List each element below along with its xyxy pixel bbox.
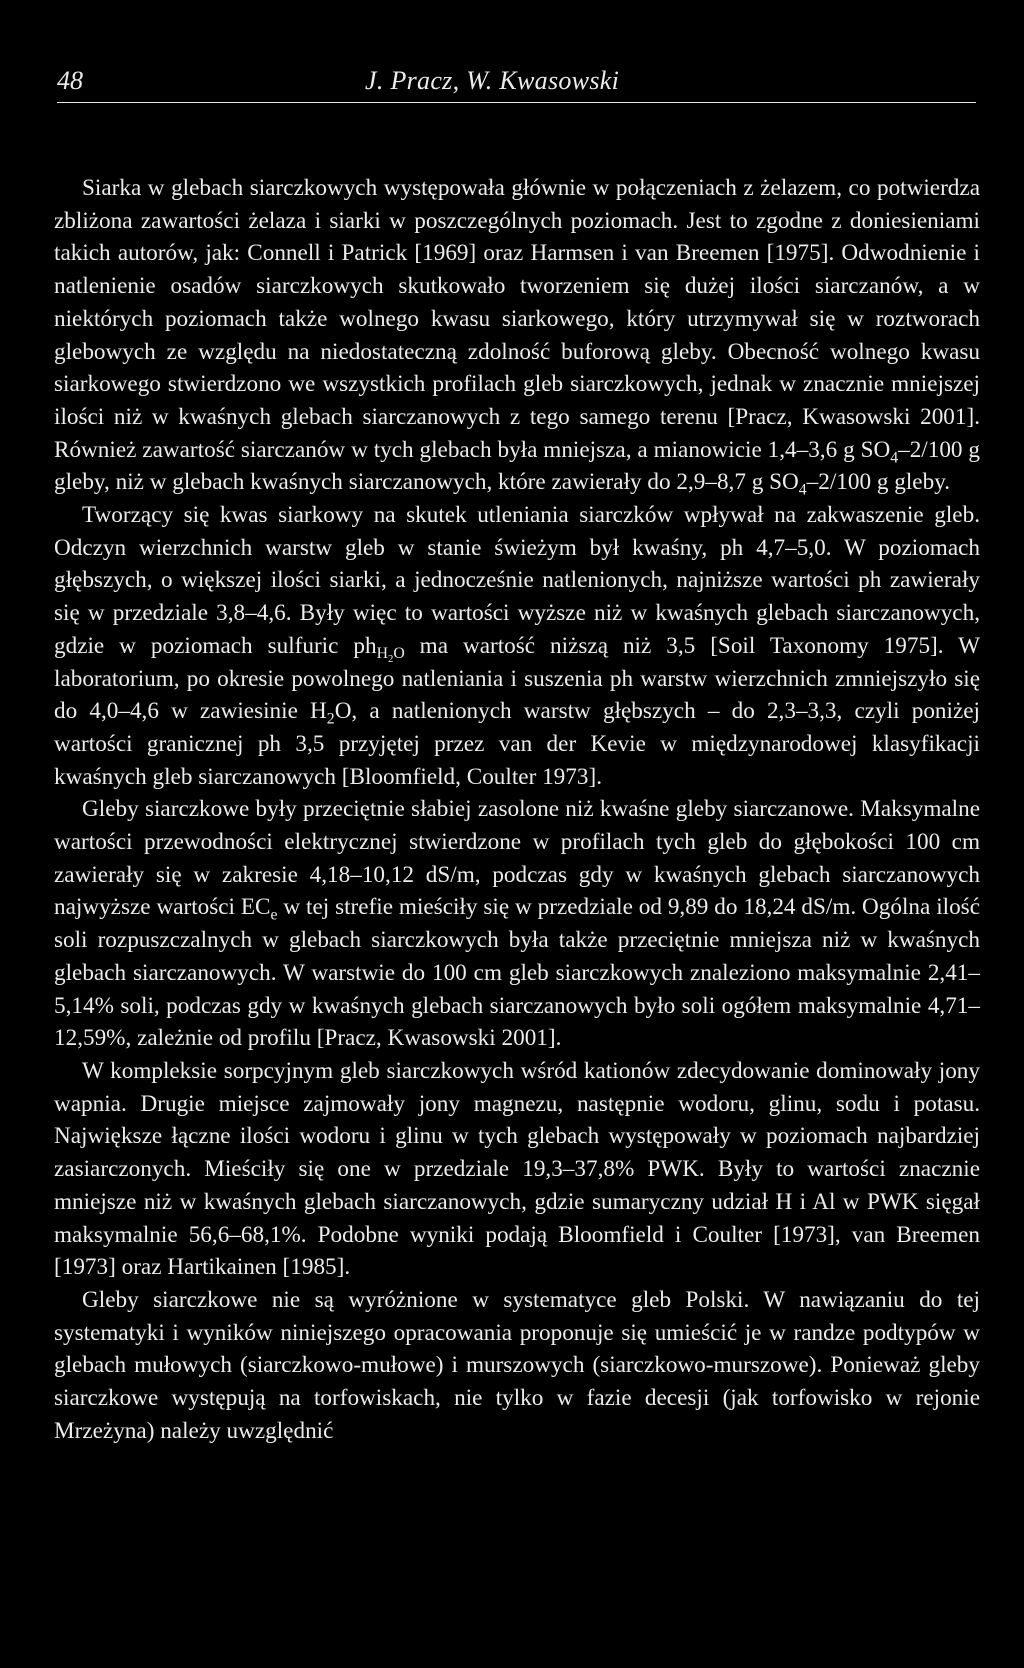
paragraph-sulfur-forms <box>54 172 980 499</box>
subscript: 4 <box>890 449 899 467</box>
paragraph-text: ma wartość niższą niż 3,5 [Soil Taxonomy 1975]. W laboratorium, po okresie powolnego natleniania i suszenia ph warstw wierzchnich zmniejszyło się do 4,0–4,6 w zawiesinie H <box>54 632 980 725</box>
paragraph-text: Tworzący się kwas siarkowy na skutek utleniania siarczków wpływał na zakwaszenie gleb. Odczyn wierzchnich warstw gleb w stanie świeżym był kwaśny, ph 4,7–5,0. W poziomach głębszych, o większej ilości siarki, a jednocześnie natlenionych, najniższe wartości ph zawierały się w przedziale 3,8–4,6. Były więc to wartości wyższe niż w kwaśnych glebach siarczanowych, gdzie w poziomach sulfuric ph <box>54 502 980 659</box>
paragraph-salinity <box>54 793 980 1055</box>
paragraph-classification: Gleby siarczkowe nie są wyróżnione w systematyce gleb Polski. W nawiązaniu do tej systematyki i wyników niniejszego opracowania proponuje się umieścić je w randze podtypów w glebach mułowych (siarczkowo-mułowe) i murszowych (siarczkowo-murszowe). Ponieważ gleby siarczkowe występują na torfowiskach, nie tylko w fazie decesji (jak torfowisko w rejonie Mrzeżyna) należy uwzględnić <box>54 1286 980 1444</box>
subscript-2: 2 <box>387 653 394 666</box>
subscript-h: H <box>376 645 388 663</box>
paragraph-text: Gleby siarczkowe były przeciętnie słabiej zasolone niż kwaśne gleby siarczanowe. Maksymalne wartości przewodności elektrycznej stwierdzone w profilach tych gleb do głębokości 100 cm zawierały się w zakresie 4,18–10,12 dS/m, podczas gdy w kwaśnych glebach siarczanowych najwyższe wartości EC <box>54 796 980 921</box>
subscript: e <box>270 907 278 925</box>
paragraph-text: O, a natlenionych warstw głębszych – do 2,3–3,3, czyli poniżej wartości granicznej ph 3,5 przyjętej przez van der Kevie w międzynarodowej klasyfikacji kwaśnych gleb siarczanowych [Bloomfield, Coulter 1973]. <box>54 698 980 790</box>
subscript-o: O <box>393 645 405 663</box>
paragraph-text: w tej strefie mieściły się w przedziale od 9,89 do 18,24 dS/m. Ogólna ilość soli rozpuszczalnych w glebach siarczkowych była także przeciętnie mniejsza niż w kwaśnych glebach siarczanowych. W warstwie do 100 cm gleb siarczkowych znaleziono maksymalnie 2,41–5,14% soli, podczas gdy w kwaśnych glebach siarczanowych było soli ogółem maksymalnie 4,71–12,59%, zależnie od profilu [Pracz, Kwasowski 2001]. <box>54 894 980 1052</box>
paragraph-text: –2/100 g gleby, niż w glebach kwaśnych siarczanowych, które zawierały do 2,9–8,7 g SO <box>54 436 981 496</box>
paragraph-sorption-complex: W kompleksie sorpcyjnym gleb siarczkowych wśród kationów zdecydowanie dominowały jony wapnia. Drugie miejsce zajmowały jony magnezu, następnie wodoru, glinu, sodu i potasu. Największe łączne ilości wodoru i glinu w tych glebach występowały w poziomach najbardziej zasiarczonych. Mieściły się one w przedziale 19,3–37,8% PWK. Były to wartości znacznie mniejsze niż w kwaśnych glebach siarczanowych, gdzie sumaryczny udział H i Al w PWK sięgał maksymalnie 56,6–68,1%. Podobne wyniki podają Bloomfield i Coulter [1973], van Breemen [1973] oraz Hartikainen [1985]. <box>54 1057 980 1281</box>
page-number: 48 <box>57 66 83 95</box>
subscript: 4 <box>798 481 807 499</box>
running-head-authors: J. Pracz, W. Kwasowski <box>365 66 620 95</box>
paragraph-acidity <box>54 499 980 793</box>
subscript: 2 <box>326 710 335 728</box>
page-header <box>57 64 976 103</box>
article-body <box>54 172 980 1447</box>
paragraph-text: Siarka w glebach siarczkowych występowała głównie w połączeniach z żelazem, co potwierdza zbliżona zawartości żelaza i siarki w poszczególnych poziomach. Jest to zgodne z doniesieniami takich autorów, jak: Connell i Patrick [1969] oraz Harmsen i van Breemen [1975]. Odwodnienie i natlenienie osadów siarczkowych skutkowało tworzeniem się dużej ilości siarczanów, a w niektórych poziomach także wolnego kwasu siarkowego, który utrzymywał się w roztworach glebowych ze względu na niedostateczną zdolność buforową gleby. Obecność wolnego kwasu siarkowego stwierdzono we wszystkich profilach gleb siarczkowych, jednak w znacznie mniejszej ilości niż w kwaśnych glebach siarczanowych z tego samego terenu [Pracz, Kwasowski 2001]. Również zawartość siarczanów w tych glebach była mniejsza, a mianowicie 1,4–3,6 g SO <box>54 175 980 463</box>
subscript <box>376 645 405 666</box>
paragraph-text: –2/100 g gleby. <box>806 469 951 496</box>
